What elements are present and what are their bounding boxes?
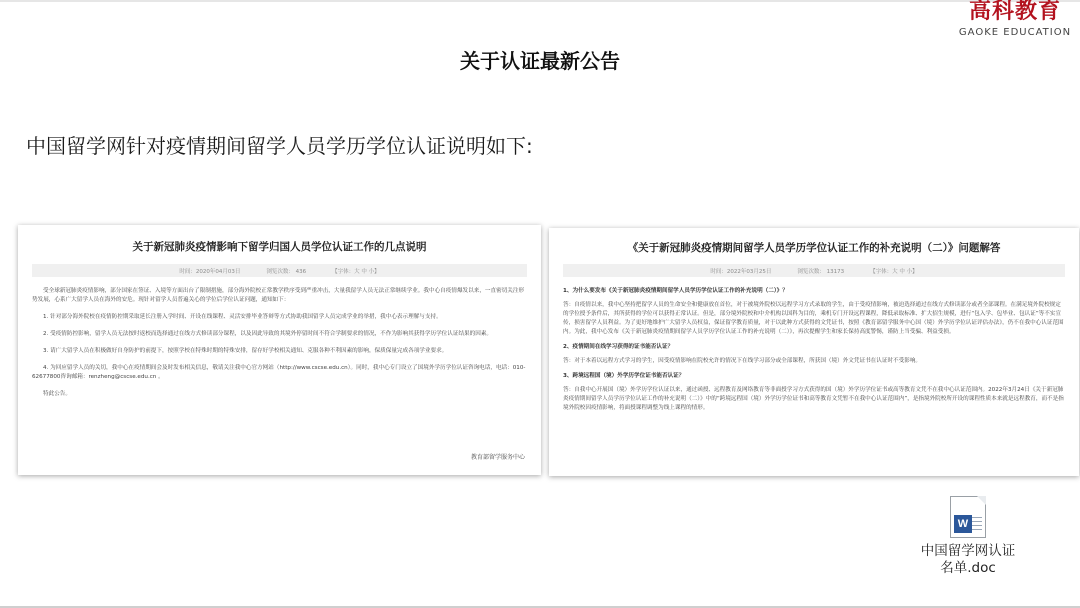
doc-left-time: 时间：2020年04月03日 <box>179 268 241 275</box>
doc-right-views: 浏览次数： 13173 <box>797 268 845 275</box>
doc-left-paragraph: 3. 请广大留学人员在积极做好自身防护的前提下，按照学校在特殊时期的特殊安排，留存好学校相关通知、克服各种不利因素的影响，保质保量完成各项学业要求。 <box>43 348 448 354</box>
doc-left-paragraph: 1. 针对部分海外院校在疫情防控期采取延长注册入学时间、开设在线课程、灵活安排毕业答辩等方式协助我国留学人员完成学业的举措，我中心表示理解与支持。 <box>43 314 442 320</box>
doc-right-time: 时间：2022年03月25日 <box>710 268 772 275</box>
qa-answer: 答：对于本着以远程方式学习的学生，因受疫情影响在院校允许的情况下在线学习部分或全部课程，所获国（境）外文凭证书在认证时不受影响。 <box>563 358 922 364</box>
doc-left-signature: 教育部留学服务中心 <box>470 454 525 461</box>
qa-question: 1、为什么要发布《关于新冠肺炎疫情期间留学人员学历学位认证工作的补充说明（二）》？ <box>563 288 788 294</box>
word-badge: W <box>954 515 972 533</box>
attachment-file-name[interactable]: 中国留学网认证名单.doc <box>920 543 1016 576</box>
file-text-lines <box>972 517 982 531</box>
doc-left-font-size: 【字体：大 中 小】 <box>332 268 380 275</box>
brand-logo <box>950 0 1080 44</box>
doc-right-meta-bar <box>563 264 1065 277</box>
doc-right-body <box>563 287 1065 413</box>
qa-document-right <box>549 228 1079 476</box>
page-subtitle: 中国留学网针对疫情期间留学人员学历学位认证说明如下: <box>26 134 533 158</box>
doc-left-paragraph: 特此公告。 <box>43 391 71 397</box>
doc-left-views: 浏览次数： 436 <box>266 268 307 275</box>
doc-left-meta-bar <box>32 264 527 277</box>
qa-question: 3、跨境远程国（境）外学历学位证书能否认证？ <box>563 373 685 379</box>
file-fold-corner <box>977 496 986 505</box>
word-document-icon[interactable] <box>950 496 986 538</box>
doc-left-body <box>32 287 527 399</box>
doc-left-title: 关于新冠肺炎疫情影响下留学归国人员学位认证工作的几点说明 <box>132 241 427 253</box>
brand-name-cn: 高科教育 <box>968 0 1061 24</box>
doc-right-title: 《关于新冠肺炎疫情期间留学人员学历学位认证工作的补充说明（二）》问题解答 <box>627 242 1001 254</box>
qa-question: 2、疫情期间在线学习获得的证书能否认证？ <box>563 344 674 350</box>
top-divider <box>0 0 1080 2</box>
attachment-file[interactable] <box>918 496 1018 586</box>
notice-document-left <box>18 225 541 475</box>
doc-right-font-size: 【字体：大 中 小】 <box>870 268 918 275</box>
qa-answer: 答：自疫情以来，我中心坚持把留学人员的生命安全和健康放在首位，对于被境外院校以远程学习方式录取的学生，由于受疫情影响，被迫选择通过在线方式修读部分或者全部课程。在满足境外院校规定的学位授予条件后，其所获得的学位可以获得正常认证。但是，部分境外院校和中介机构以国科为目的，乘机专门开设远程课程，降低录取标准、扩大招生规模，进行“包入学、包毕业、包认证”等不实宣传，损害留学人员利益。为了更好地维护广大留学人员权益，保证留学教育质量，对于以此种方式获得的文凭证书，按照《教育部留学服务中心国（境）外学历学位认证评估办法》，仍不在我中心认证范围内。为此，我中心发布《关于新冠肺炎疫情期间留学人员学历学位认证工作的补充说明（二）》，再次提醒学生和家长保持高度警惕，谨防上当受骗、利益受损。 <box>563 302 1064 335</box>
qa-answer: 答：自我中心开展国（境）外学历学位认证以来，通过函授、远程教育及网络教育等非面授学习方式获得的国（境）外学历学位证书或高等教育文凭不在我中心认证范围内。2022年3月24日《关于新冠肺炎疫情期间留学人员学历学位认证工作的补充说明（二）》中的“跨境远程国（境）外学历学位证书和高等教育文凭暂不在我中心认证范围内”，是指境外院校所开设的课程性质本来就是远程教育，而不是指境外院校因疫情影响，将面授课程调整为线上课程的情形。 <box>563 387 1064 411</box>
doc-left-paragraph: 受全球新冠肺炎疫情影响，部分国家在签证、入境等方面出台了限制措施，部分海外院校正常教学秩序受到严重冲击，大量我留学人员无法正常继续学业。我中心自疫情爆发以来，一直密切关注形势发展，心系广大留学人员在海外的安危。现针对留学人员普遍关心的学位后学位认证问题，通知如下： <box>32 288 525 303</box>
doc-left-paragraph: 2. 受疫情防控影响，留学人员无法按时返校而选择通过在线方式修读部分课程，以及因此导致的其境外停留时间不符合学制要求的情况，不作为影响其获得学历学位认证结果的因素。 <box>43 331 493 337</box>
page-title: 关于认证最新公告 <box>460 49 620 73</box>
doc-left-paragraph: 4. 为回应留学人员的关切，我中心在疫情期间会及时发布相关信息，敬请关注我中心官方网站（http://www.cscse.edu.cn）。同时，我中心专门设立了国境外学历学位认证咨询电话，电话：010-62677800咨询邮箱：renzheng@cscse.edu.cn 。 <box>32 365 526 380</box>
brand-name-en: GAOKE EDUCATION <box>958 27 1072 38</box>
